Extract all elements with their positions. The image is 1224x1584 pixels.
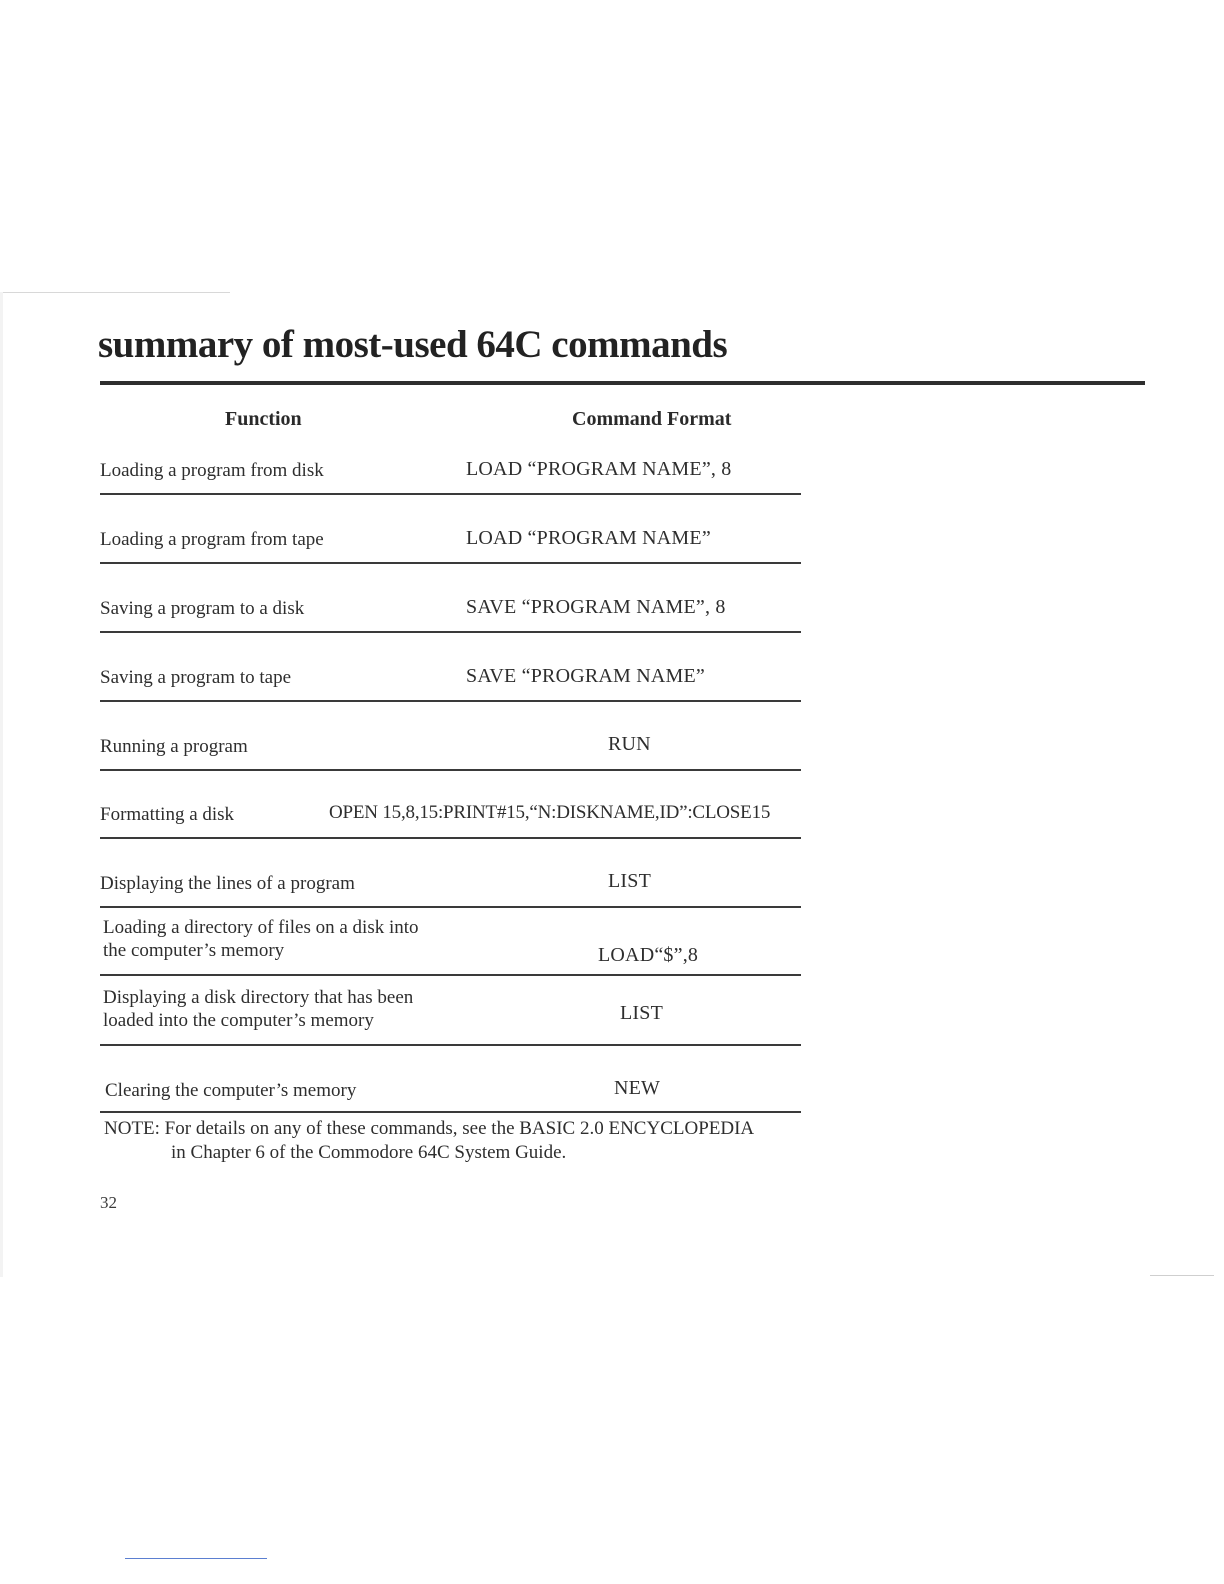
scan-artifact-line xyxy=(125,1558,267,1559)
row-function: Saving a program to a disk xyxy=(100,598,305,619)
row-function: Clearing the computer’s memory xyxy=(105,1080,357,1101)
column-header-command-format: Command Format xyxy=(572,408,732,430)
row-command: LIST xyxy=(620,1002,664,1024)
row-function: Formatting a disk xyxy=(100,804,235,825)
row-function: Loading a directory of files on a disk into the computer’s memory xyxy=(103,917,419,961)
row-function: Displaying a disk directory that has been loaded into the computer’s memory xyxy=(103,987,414,1031)
row-command: LIST xyxy=(608,870,652,892)
row-divider xyxy=(100,906,801,908)
note-text-continued: in Chapter 6 of the Commodore 64C System Guide. xyxy=(171,1142,567,1163)
row-function: Loading a program from disk xyxy=(100,460,324,481)
page-edge xyxy=(0,292,3,1277)
note-text: NOTE: For details on any of these commands, see the BASIC 2.0 ENCYCLOPEDIA xyxy=(104,1118,755,1139)
row-function: Loading a program from tape xyxy=(100,529,324,550)
column-header-function: Function xyxy=(225,408,302,430)
row-divider xyxy=(100,631,801,633)
row-command: LOAD “PROGRAM NAME” xyxy=(466,527,711,549)
row-divider xyxy=(100,562,801,564)
title-rule xyxy=(100,381,1145,385)
page-edge xyxy=(1150,1275,1214,1276)
page-edge xyxy=(0,292,230,293)
row-function: Saving a program to tape xyxy=(100,667,292,688)
row-command: NEW xyxy=(614,1077,661,1099)
row-function: Running a program xyxy=(100,736,248,757)
row-divider xyxy=(100,837,801,839)
row-command: LOAD“$”,8 xyxy=(598,944,699,966)
row-divider xyxy=(100,974,801,976)
row-command: SAVE “PROGRAM NAME”, 8 xyxy=(466,596,726,618)
page-number: 32 xyxy=(100,1193,117,1212)
row-command: LOAD “PROGRAM NAME”, 8 xyxy=(466,458,732,480)
row-divider xyxy=(100,493,801,495)
row-divider xyxy=(100,1111,801,1113)
row-divider xyxy=(100,1044,801,1046)
row-divider xyxy=(100,700,801,702)
row-function: Displaying the lines of a program xyxy=(100,873,355,894)
row-command: OPEN 15,8,15:PRINT#15,“N:DISKNAME,ID”:CLOSE15 xyxy=(329,802,771,823)
row-command: SAVE “PROGRAM NAME” xyxy=(466,665,706,687)
row-command: RUN xyxy=(608,733,651,755)
row-divider xyxy=(100,769,801,771)
page-title: summary of most-used 64C commands xyxy=(98,323,728,366)
